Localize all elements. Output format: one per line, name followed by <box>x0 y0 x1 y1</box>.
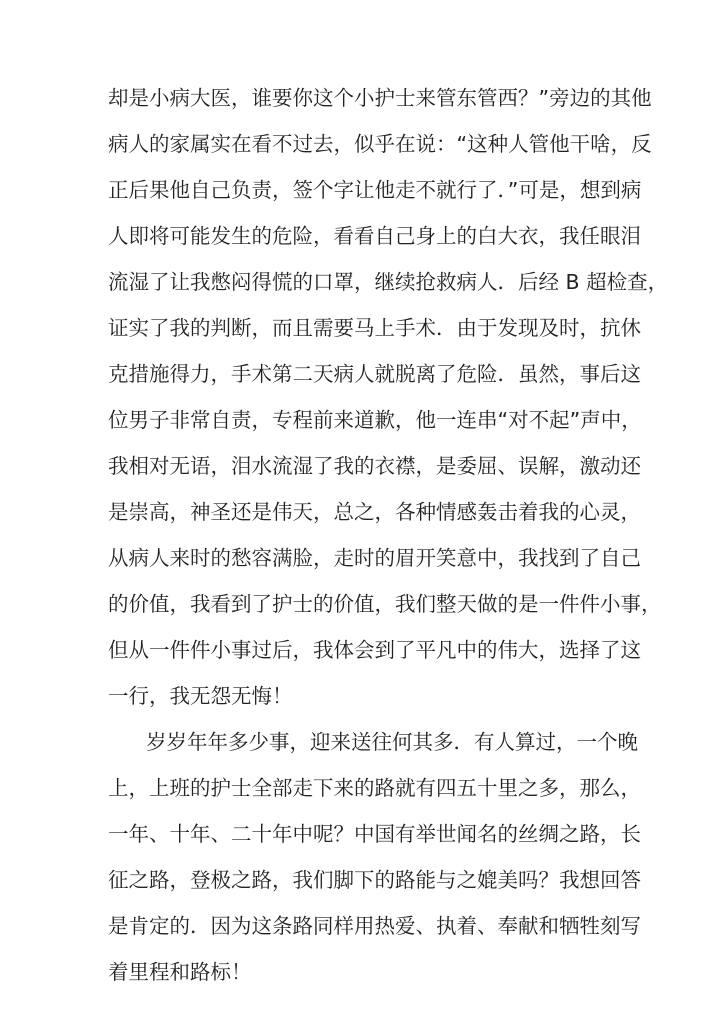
paragraph-2-line-6: 着里程和路标！ <box>108 960 252 984</box>
text-line-3: 正后果他自己负责，签个字让他走不就行了．”可是，想到病 <box>108 178 642 202</box>
text-line-8: 位男子非常自责，专程前来道歉，他一连串“对不起”声中， <box>108 408 642 432</box>
text-line-10: 是崇高，神圣还是伟天，总之，各种情感轰击着我的心灵， <box>108 500 641 524</box>
paragraph-2-line-5: 是肯定的．因为这条路同样用热爱、执着、奉献和牺牲刻写 <box>108 914 641 938</box>
text-line-12: 的价值，我看到了护士的价值，我们整天做的是一件件小事， <box>108 592 662 616</box>
text-line-1: 却是小病大医，谁要你这个小护士来管东管西？”旁边的其他 <box>108 86 652 110</box>
text-line-6: 证实了我的判断，而且需要马上手术．由于发现及时，抗休 <box>108 316 641 340</box>
paragraph-2-line-1: 岁岁年年多少事，迎来送往何其多．有人算过，一个晚 <box>146 730 638 754</box>
paragraph-2-line-2: 上，上班的护士全部走下来的路就有四五十里之多，那么， <box>108 776 641 800</box>
text-line-9: 我相对无语，泪水流湿了我的衣襟，是委屈、误解，激动还 <box>108 454 641 478</box>
text-line-7: 克措施得力，手术第二天病人就脱离了危险．虽然，事后这 <box>108 362 641 386</box>
text-line-5: 流湿了让我憋闷得慌的口罩，继续抢救病人．后经 B 超检查， <box>108 270 669 294</box>
text-line-14: 一行，我无怨无悔！ <box>108 684 293 708</box>
text-line-13: 但从一件件小事过后，我体会到了平凡中的伟大，选择了这 <box>108 638 641 662</box>
text-line-11: 从病人来时的愁容满脸，走时的眉开笑意中，我找到了自己 <box>108 546 641 570</box>
paragraph-2-line-3: 一年、十年、二十年中呢？中国有举世闻名的丝绸之路，长 <box>108 822 641 846</box>
text-line-2: 病人的家属实在看不过去，似乎在说：“这种人管他干啥，反 <box>108 132 652 156</box>
text-line-4: 人即将可能发生的危险，看看自己身上的白大衣，我任眼泪 <box>108 224 641 248</box>
paragraph-2-line-4: 征之路，登极之路，我们脚下的路能与之媲美吗？我想回答 <box>108 868 641 892</box>
